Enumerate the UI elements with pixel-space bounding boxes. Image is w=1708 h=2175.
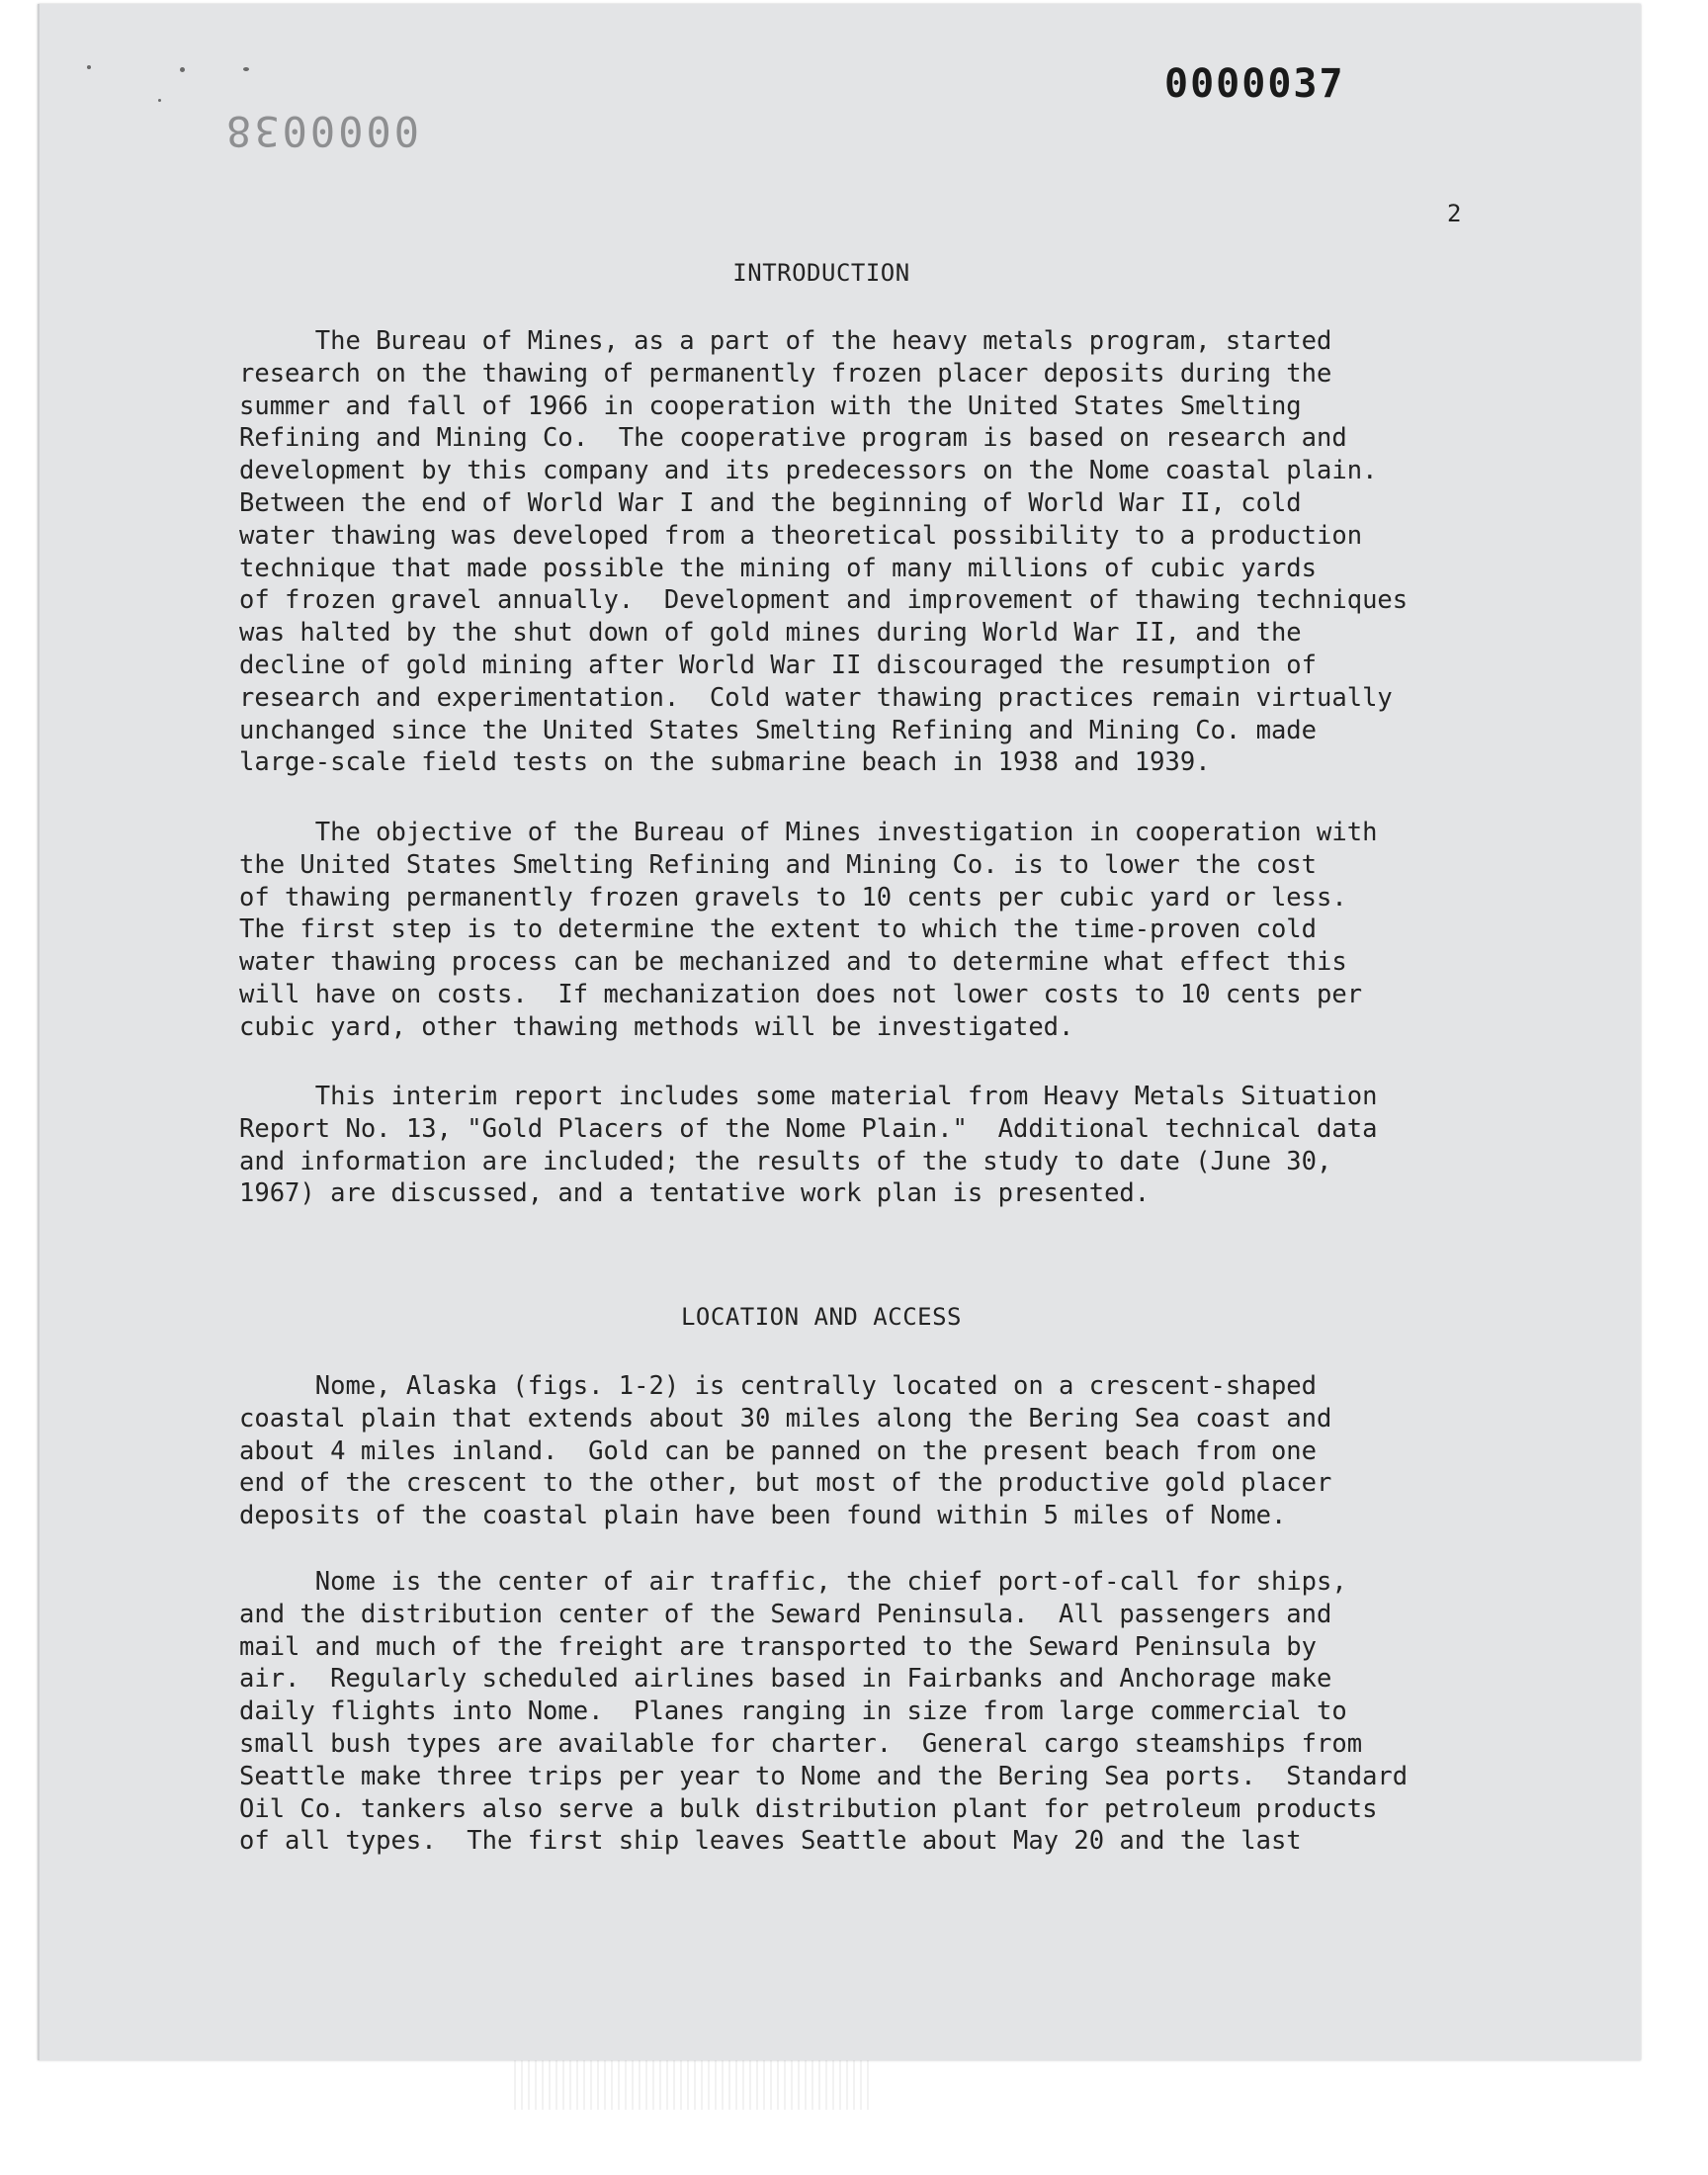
- intro-paragraph-3: This interim report includes some material from Heavy Metals Situation Report No. 13, "Gold Placers of the Nome Plain." Additional technical data and information are included; the results of the study to date (June 30, 1967) are discussed, and a tentative work plan is presented.: [239, 1082, 1378, 1209]
- faded-control-number: 0000038: [223, 107, 420, 155]
- scan-speck: [180, 67, 185, 72]
- scan-artifact: [514, 2060, 870, 2110]
- scan-speck: [243, 67, 249, 71]
- scan-speck: [158, 99, 161, 102]
- intro-paragraph-2: The objective of the Bureau of Mines investigation in cooperation with the United States Smelting Refining and Mining Co. is to lower the cost of thawing permanently frozen gravels to 10 cents per cubic yard or less. The first step is to determine the extent to which the time-proven cold water thawing process can be mechanized and to determine what effect this will have on costs. If mechanization does not lower costs to 10 cents per cubic yard, other thawing methods will be investigated.: [239, 818, 1378, 1042]
- location-paragraph-1: Nome, Alaska (figs. 1-2) is centrally located on a crescent-shaped coastal plain that extends about 30 miles along the Bering Sea coast and about 4 miles inland. Gold can be panned on the present beach from one end of the crescent to the other, but most of the productive gold placer deposits of the coastal plain have been found within 5 miles of Nome.: [239, 1371, 1332, 1531]
- intro-paragraph-1: The Bureau of Mines, as a part of the heavy metals program, started research on the thawing of permanently frozen placer deposits during the summer and fall of 1966 in cooperation with the United States Smelting Refining and Mining Co. The cooperative program is based on research and development by this company and its predecessors on the Nome coastal plain. Between the end of World War I and the beginning of World War II, cold water thawing was developed from a theoretical possibility to a production technique that made possible the mining of many millions of cubic yards of frozen gravel annually. Development and improvement of thawing techniques was halted by the shut down of gold mines during World War II, and the decline of gold mining after World War II discouraged the resumption of research and experimentation. Cold water thawing practices remain virtually unchanged since the United States Smelting Refining and Mining Co. made large-scale field tests on the submarine beach in 1938 and 1939.: [239, 326, 1409, 778]
- location-paragraph-2: Nome is the center of air traffic, the chief port-of-call for ships, and the distribution center of the Seward Peninsula. All passengers and mail and much of the freight are transported to the Seward Peninsula by air. Regularly scheduled airlines based in Fairbanks and Anchorage make daily flights into Nome. Planes ranging in size from large commercial to small bush types are available for charter. General cargo steamships from Seattle make three trips per year to Nome and the Bering Sea ports. Standard Oil Co. tankers also serve a bulk distribution plant for petroleum products of all types. The first ship leaves Seattle about May 20 and the last: [239, 1567, 1409, 1857]
- section-heading-introduction: INTRODUCTION: [732, 259, 910, 287]
- scan-speck: [87, 65, 91, 69]
- section-heading-location-and-access: LOCATION AND ACCESS: [680, 1303, 963, 1331]
- document-page: [38, 4, 1641, 2060]
- document-control-number: 0000037: [1164, 61, 1345, 107]
- page-number: 2: [1447, 200, 1462, 227]
